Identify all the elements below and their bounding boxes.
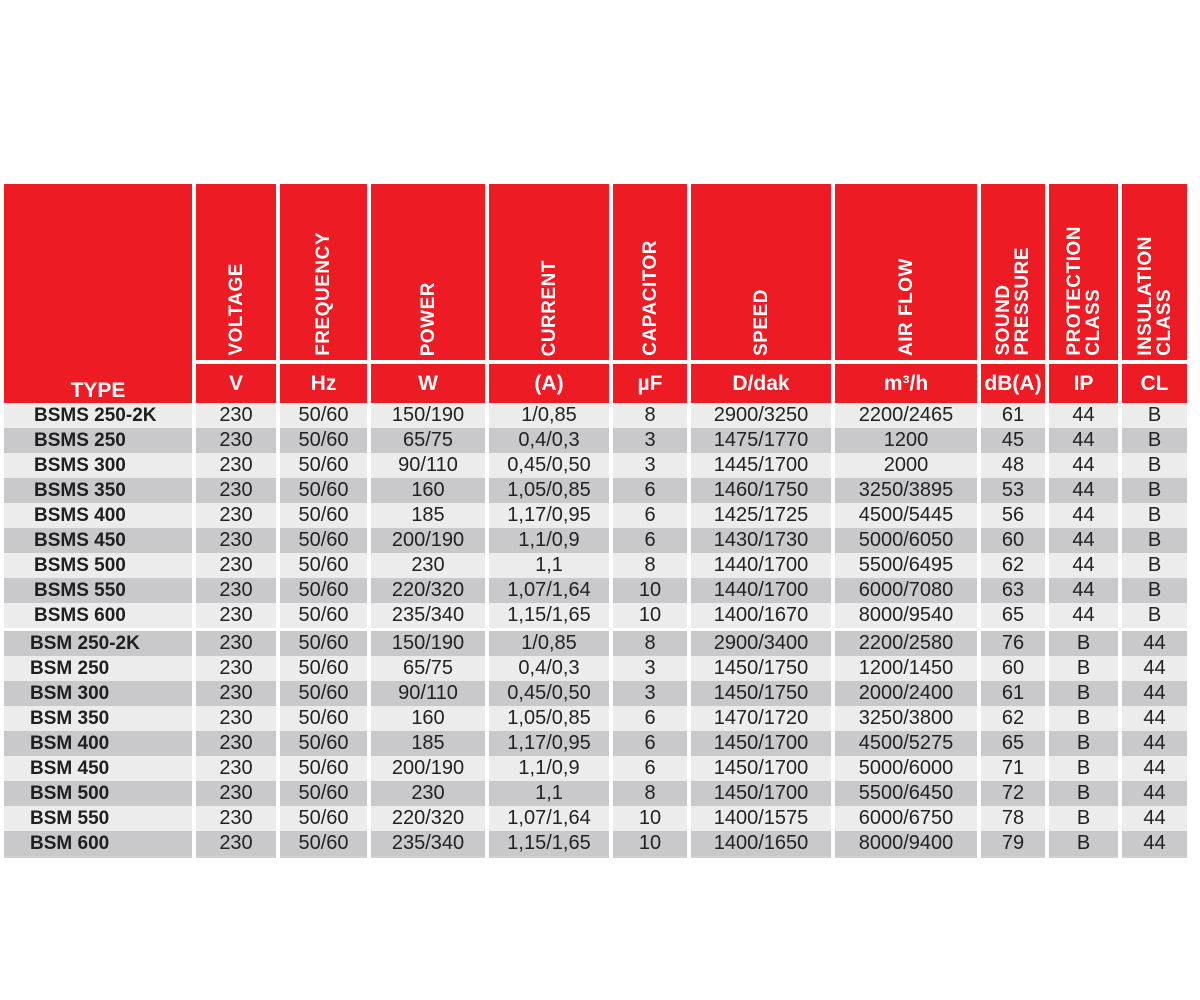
cell-voltage: 230 bbox=[196, 681, 276, 706]
cell-voltage: 230 bbox=[196, 806, 276, 831]
cell-current: 1,17/0,95 bbox=[489, 731, 609, 756]
cell-insulation: B bbox=[1122, 503, 1187, 528]
header-frequency-label: FREQUENCY bbox=[313, 232, 334, 356]
cell-protection: B bbox=[1049, 756, 1118, 781]
cell-sound: 79 bbox=[981, 831, 1045, 858]
table-row bbox=[4, 806, 1187, 831]
cell-speed: 2900/3250 bbox=[691, 403, 831, 428]
unit-sound: dB(A) bbox=[981, 364, 1045, 403]
cell-insulation: 44 bbox=[1122, 681, 1187, 706]
cell-sound: 60 bbox=[981, 656, 1045, 681]
cell-type: BSM 600 bbox=[4, 831, 192, 858]
table-row bbox=[4, 656, 1187, 681]
cell-speed: 1475/1770 bbox=[691, 428, 831, 453]
cell-type: BSM 550 bbox=[4, 806, 192, 831]
cell-capacitor: 10 bbox=[613, 603, 687, 628]
table-row bbox=[4, 403, 1187, 428]
cell-capacitor: 3 bbox=[613, 681, 687, 706]
cell-capacitor: 6 bbox=[613, 478, 687, 503]
cell-speed: 1470/1720 bbox=[691, 706, 831, 731]
cell-power: 160 bbox=[371, 478, 485, 503]
cell-power: 160 bbox=[371, 706, 485, 731]
cell-current: 1/0,85 bbox=[489, 628, 609, 656]
cell-type: BSM 450 bbox=[4, 756, 192, 781]
table-row bbox=[4, 528, 1187, 553]
unit-voltage: V bbox=[196, 364, 276, 403]
cell-airflow: 5000/6000 bbox=[835, 756, 977, 781]
cell-voltage: 230 bbox=[196, 403, 276, 428]
cell-voltage: 230 bbox=[196, 503, 276, 528]
cell-type: BSM 250 bbox=[4, 656, 192, 681]
cell-capacitor: 10 bbox=[613, 578, 687, 603]
cell-power: 235/340 bbox=[371, 831, 485, 858]
cell-frequency: 50/60 bbox=[280, 453, 367, 478]
cell-type: BSM 300 bbox=[4, 681, 192, 706]
cell-capacitor: 8 bbox=[613, 553, 687, 578]
cell-capacitor: 6 bbox=[613, 731, 687, 756]
cell-type: BSM 250-2K bbox=[4, 628, 192, 656]
header-speed bbox=[691, 184, 831, 364]
cell-power: 200/190 bbox=[371, 756, 485, 781]
table-row bbox=[4, 706, 1187, 731]
header-airflow bbox=[835, 184, 977, 364]
header-power bbox=[371, 184, 485, 364]
cell-speed: 1460/1750 bbox=[691, 478, 831, 503]
cell-sound: 48 bbox=[981, 453, 1045, 478]
cell-current: 1,1/0,9 bbox=[489, 756, 609, 781]
cell-speed: 1400/1650 bbox=[691, 831, 831, 858]
cell-sound: 56 bbox=[981, 503, 1045, 528]
cell-insulation: B bbox=[1122, 528, 1187, 553]
cell-airflow: 3250/3800 bbox=[835, 706, 977, 731]
cell-type: BSMS 600 bbox=[4, 603, 192, 628]
cell-speed: 1450/1750 bbox=[691, 656, 831, 681]
header-speed-label: SPEED bbox=[750, 289, 772, 356]
cell-speed: 1400/1670 bbox=[691, 603, 831, 628]
cell-protection: 44 bbox=[1049, 578, 1118, 603]
cell-type: BSMS 450 bbox=[4, 528, 192, 553]
cell-type: BSMS 550 bbox=[4, 578, 192, 603]
table-row bbox=[4, 503, 1187, 528]
cell-insulation: B bbox=[1122, 478, 1187, 503]
cell-current: 1,17/0,95 bbox=[489, 503, 609, 528]
cell-power: 150/190 bbox=[371, 403, 485, 428]
fan-spec-table bbox=[0, 184, 1191, 858]
header-sound bbox=[981, 184, 1045, 364]
cell-voltage: 230 bbox=[196, 578, 276, 603]
cell-frequency: 50/60 bbox=[280, 756, 367, 781]
cell-sound: 78 bbox=[981, 806, 1045, 831]
cell-voltage: 230 bbox=[196, 628, 276, 656]
cell-frequency: 50/60 bbox=[280, 503, 367, 528]
header-airflow-label: AIR FLOW bbox=[895, 258, 917, 356]
cell-capacitor: 8 bbox=[613, 403, 687, 428]
cell-sound: 45 bbox=[981, 428, 1045, 453]
cell-power: 230 bbox=[371, 781, 485, 806]
cell-airflow: 8000/9540 bbox=[835, 603, 977, 628]
unit-airflow: m³/h bbox=[835, 364, 977, 403]
cell-protection: B bbox=[1049, 706, 1118, 731]
cell-capacitor: 8 bbox=[613, 628, 687, 656]
cell-insulation: B bbox=[1122, 553, 1187, 578]
table-body bbox=[4, 403, 1187, 858]
cell-sound: 65 bbox=[981, 603, 1045, 628]
cell-protection: B bbox=[1049, 681, 1118, 706]
cell-current: 1,05/0,85 bbox=[489, 706, 609, 731]
table-row bbox=[4, 478, 1187, 503]
cell-type: BSMS 250 bbox=[4, 428, 192, 453]
cell-frequency: 50/60 bbox=[280, 553, 367, 578]
table-row bbox=[4, 553, 1187, 578]
cell-protection: B bbox=[1049, 656, 1118, 681]
cell-frequency: 50/60 bbox=[280, 806, 367, 831]
cell-type: BSMS 400 bbox=[4, 503, 192, 528]
table-row bbox=[4, 628, 1187, 656]
cell-speed: 1450/1750 bbox=[691, 681, 831, 706]
cell-speed: 1440/1700 bbox=[691, 578, 831, 603]
cell-airflow: 1200/1450 bbox=[835, 656, 977, 681]
cell-sound: 71 bbox=[981, 756, 1045, 781]
cell-sound: 63 bbox=[981, 578, 1045, 603]
cell-airflow: 2200/2465 bbox=[835, 403, 977, 428]
cell-airflow: 6000/6750 bbox=[835, 806, 977, 831]
cell-frequency: 50/60 bbox=[280, 681, 367, 706]
header-capacitor bbox=[613, 184, 687, 364]
cell-power: 150/190 bbox=[371, 628, 485, 656]
cell-airflow: 1200 bbox=[835, 428, 977, 453]
cell-capacitor: 8 bbox=[613, 781, 687, 806]
cell-voltage: 230 bbox=[196, 553, 276, 578]
cell-sound: 72 bbox=[981, 781, 1045, 806]
header-power-label: POWER bbox=[417, 281, 439, 356]
cell-speed: 1445/1700 bbox=[691, 453, 831, 478]
cell-airflow: 2000 bbox=[835, 453, 977, 478]
cell-protection: B bbox=[1049, 781, 1118, 806]
cell-speed: 1450/1700 bbox=[691, 756, 831, 781]
cell-current: 1,1 bbox=[489, 553, 609, 578]
cell-capacitor: 10 bbox=[613, 831, 687, 858]
cell-insulation: 44 bbox=[1122, 756, 1187, 781]
table-row bbox=[4, 453, 1187, 478]
cell-sound: 61 bbox=[981, 403, 1045, 428]
cell-insulation: 44 bbox=[1122, 628, 1187, 656]
cell-voltage: 230 bbox=[196, 731, 276, 756]
cell-capacitor: 6 bbox=[613, 503, 687, 528]
cell-voltage: 230 bbox=[196, 781, 276, 806]
cell-capacitor: 6 bbox=[613, 528, 687, 553]
header-insulation-label: INSULATION CLASS bbox=[1134, 236, 1175, 356]
cell-frequency: 50/60 bbox=[280, 628, 367, 656]
cell-power: 185 bbox=[371, 731, 485, 756]
cell-capacitor: 3 bbox=[613, 428, 687, 453]
cell-current: 1,07/1,64 bbox=[489, 806, 609, 831]
cell-type: BSMS 350 bbox=[4, 478, 192, 503]
cell-protection: 44 bbox=[1049, 503, 1118, 528]
cell-voltage: 230 bbox=[196, 453, 276, 478]
cell-frequency: 50/60 bbox=[280, 478, 367, 503]
cell-protection: B bbox=[1049, 628, 1118, 656]
cell-speed: 1430/1730 bbox=[691, 528, 831, 553]
header-frequency bbox=[280, 184, 367, 364]
header-type bbox=[4, 184, 192, 403]
cell-power: 200/190 bbox=[371, 528, 485, 553]
cell-power: 65/75 bbox=[371, 656, 485, 681]
cell-protection: 44 bbox=[1049, 428, 1118, 453]
cell-frequency: 50/60 bbox=[280, 656, 367, 681]
cell-protection: 44 bbox=[1049, 403, 1118, 428]
table-row bbox=[4, 603, 1187, 628]
cell-voltage: 230 bbox=[196, 831, 276, 858]
cell-protection: B bbox=[1049, 731, 1118, 756]
cell-voltage: 230 bbox=[196, 428, 276, 453]
cell-airflow: 5500/6495 bbox=[835, 553, 977, 578]
cell-voltage: 230 bbox=[196, 603, 276, 628]
cell-sound: 62 bbox=[981, 706, 1045, 731]
cell-voltage: 230 bbox=[196, 656, 276, 681]
unit-speed: D/dak bbox=[691, 364, 831, 403]
cell-insulation: 44 bbox=[1122, 656, 1187, 681]
cell-frequency: 50/60 bbox=[280, 428, 367, 453]
cell-current: 0,4/0,3 bbox=[489, 428, 609, 453]
cell-sound: 76 bbox=[981, 628, 1045, 656]
cell-insulation: 44 bbox=[1122, 831, 1187, 858]
header-current-label: CURRENT bbox=[538, 259, 560, 356]
cell-frequency: 50/60 bbox=[280, 706, 367, 731]
cell-capacitor: 3 bbox=[613, 656, 687, 681]
cell-insulation: 44 bbox=[1122, 806, 1187, 831]
cell-type: BSM 400 bbox=[4, 731, 192, 756]
cell-power: 220/320 bbox=[371, 806, 485, 831]
unit-protection: IP bbox=[1049, 364, 1118, 403]
cell-airflow: 3250/3895 bbox=[835, 478, 977, 503]
cell-current: 1,15/1,65 bbox=[489, 831, 609, 858]
unit-power: W bbox=[371, 364, 485, 403]
cell-power: 235/340 bbox=[371, 603, 485, 628]
cell-power: 230 bbox=[371, 553, 485, 578]
table-row bbox=[4, 428, 1187, 453]
cell-current: 0,45/0,50 bbox=[489, 681, 609, 706]
cell-sound: 60 bbox=[981, 528, 1045, 553]
cell-current: 1,05/0,85 bbox=[489, 478, 609, 503]
cell-type: BSMS 250-2K bbox=[4, 403, 192, 428]
cell-capacitor: 3 bbox=[613, 453, 687, 478]
cell-power: 90/110 bbox=[371, 453, 485, 478]
cell-current: 1,07/1,64 bbox=[489, 578, 609, 603]
unit-insulation: CL bbox=[1122, 364, 1187, 403]
cell-airflow: 2000/2400 bbox=[835, 681, 977, 706]
unit-current: (A) bbox=[489, 364, 609, 403]
cell-voltage: 230 bbox=[196, 478, 276, 503]
table-row bbox=[4, 756, 1187, 781]
cell-protection: 44 bbox=[1049, 553, 1118, 578]
cell-speed: 2900/3400 bbox=[691, 628, 831, 656]
cell-airflow: 2200/2580 bbox=[835, 628, 977, 656]
table-row bbox=[4, 578, 1187, 603]
cell-insulation: B bbox=[1122, 403, 1187, 428]
cell-speed: 1440/1700 bbox=[691, 553, 831, 578]
cell-power: 65/75 bbox=[371, 428, 485, 453]
cell-sound: 53 bbox=[981, 478, 1045, 503]
cell-type: BSMS 500 bbox=[4, 553, 192, 578]
cell-airflow: 8000/9400 bbox=[835, 831, 977, 858]
header-capacitor-label: CAPACITOR bbox=[639, 240, 661, 356]
cell-protection: B bbox=[1049, 806, 1118, 831]
cell-frequency: 50/60 bbox=[280, 403, 367, 428]
cell-protection: 44 bbox=[1049, 528, 1118, 553]
cell-protection: 44 bbox=[1049, 603, 1118, 628]
unit-frequency: Hz bbox=[280, 364, 367, 403]
cell-insulation: B bbox=[1122, 453, 1187, 478]
cell-voltage: 230 bbox=[196, 528, 276, 553]
table-row bbox=[4, 681, 1187, 706]
cell-protection: 44 bbox=[1049, 453, 1118, 478]
header-sound-label: SOUND PRESSURE bbox=[993, 247, 1033, 356]
cell-protection: 44 bbox=[1049, 478, 1118, 503]
table-row bbox=[4, 731, 1187, 756]
cell-airflow: 5000/6050 bbox=[835, 528, 977, 553]
cell-airflow: 4500/5445 bbox=[835, 503, 977, 528]
cell-type: BSM 350 bbox=[4, 706, 192, 731]
cell-insulation: B bbox=[1122, 428, 1187, 453]
header-voltage-label: VOLTAGE bbox=[225, 263, 247, 356]
cell-speed: 1450/1700 bbox=[691, 731, 831, 756]
cell-insulation: B bbox=[1122, 603, 1187, 628]
cell-insulation: 44 bbox=[1122, 781, 1187, 806]
table-row bbox=[4, 781, 1187, 806]
cell-type: BSM 500 bbox=[4, 781, 192, 806]
cell-airflow: 6000/7080 bbox=[835, 578, 977, 603]
cell-frequency: 50/60 bbox=[280, 831, 367, 858]
header-protection-label: PROTECTION CLASS bbox=[1063, 226, 1104, 356]
header-protection bbox=[1049, 184, 1118, 364]
table-row bbox=[4, 831, 1187, 858]
header-voltage bbox=[196, 184, 276, 364]
cell-current: 1,1 bbox=[489, 781, 609, 806]
cell-type: BSMS 300 bbox=[4, 453, 192, 478]
header-current bbox=[489, 184, 609, 364]
cell-capacitor: 10 bbox=[613, 806, 687, 831]
cell-sound: 65 bbox=[981, 731, 1045, 756]
header-type-label: TYPE bbox=[70, 379, 126, 402]
cell-capacitor: 6 bbox=[613, 756, 687, 781]
cell-current: 1/0,85 bbox=[489, 403, 609, 428]
cell-airflow: 5500/6450 bbox=[835, 781, 977, 806]
cell-speed: 1425/1725 bbox=[691, 503, 831, 528]
cell-power: 220/320 bbox=[371, 578, 485, 603]
cell-sound: 62 bbox=[981, 553, 1045, 578]
cell-frequency: 50/60 bbox=[280, 603, 367, 628]
header-insulation bbox=[1122, 184, 1187, 364]
cell-frequency: 50/60 bbox=[280, 578, 367, 603]
cell-power: 90/110 bbox=[371, 681, 485, 706]
cell-airflow: 4500/5275 bbox=[835, 731, 977, 756]
cell-voltage: 230 bbox=[196, 706, 276, 731]
cell-protection: B bbox=[1049, 831, 1118, 858]
cell-capacitor: 6 bbox=[613, 706, 687, 731]
cell-insulation: B bbox=[1122, 578, 1187, 603]
cell-speed: 1450/1700 bbox=[691, 781, 831, 806]
cell-frequency: 50/60 bbox=[280, 528, 367, 553]
cell-frequency: 50/60 bbox=[280, 731, 367, 756]
unit-capacitor: µF bbox=[613, 364, 687, 403]
cell-current: 0,4/0,3 bbox=[489, 656, 609, 681]
cell-insulation: 44 bbox=[1122, 731, 1187, 756]
cell-power: 185 bbox=[371, 503, 485, 528]
cell-current: 1,15/1,65 bbox=[489, 603, 609, 628]
cell-speed: 1400/1575 bbox=[691, 806, 831, 831]
cell-current: 1,1/0,9 bbox=[489, 528, 609, 553]
cell-sound: 61 bbox=[981, 681, 1045, 706]
cell-current: 0,45/0,50 bbox=[489, 453, 609, 478]
cell-voltage: 230 bbox=[196, 756, 276, 781]
cell-insulation: 44 bbox=[1122, 706, 1187, 731]
header-label-row bbox=[4, 184, 1187, 364]
cell-frequency: 50/60 bbox=[280, 781, 367, 806]
